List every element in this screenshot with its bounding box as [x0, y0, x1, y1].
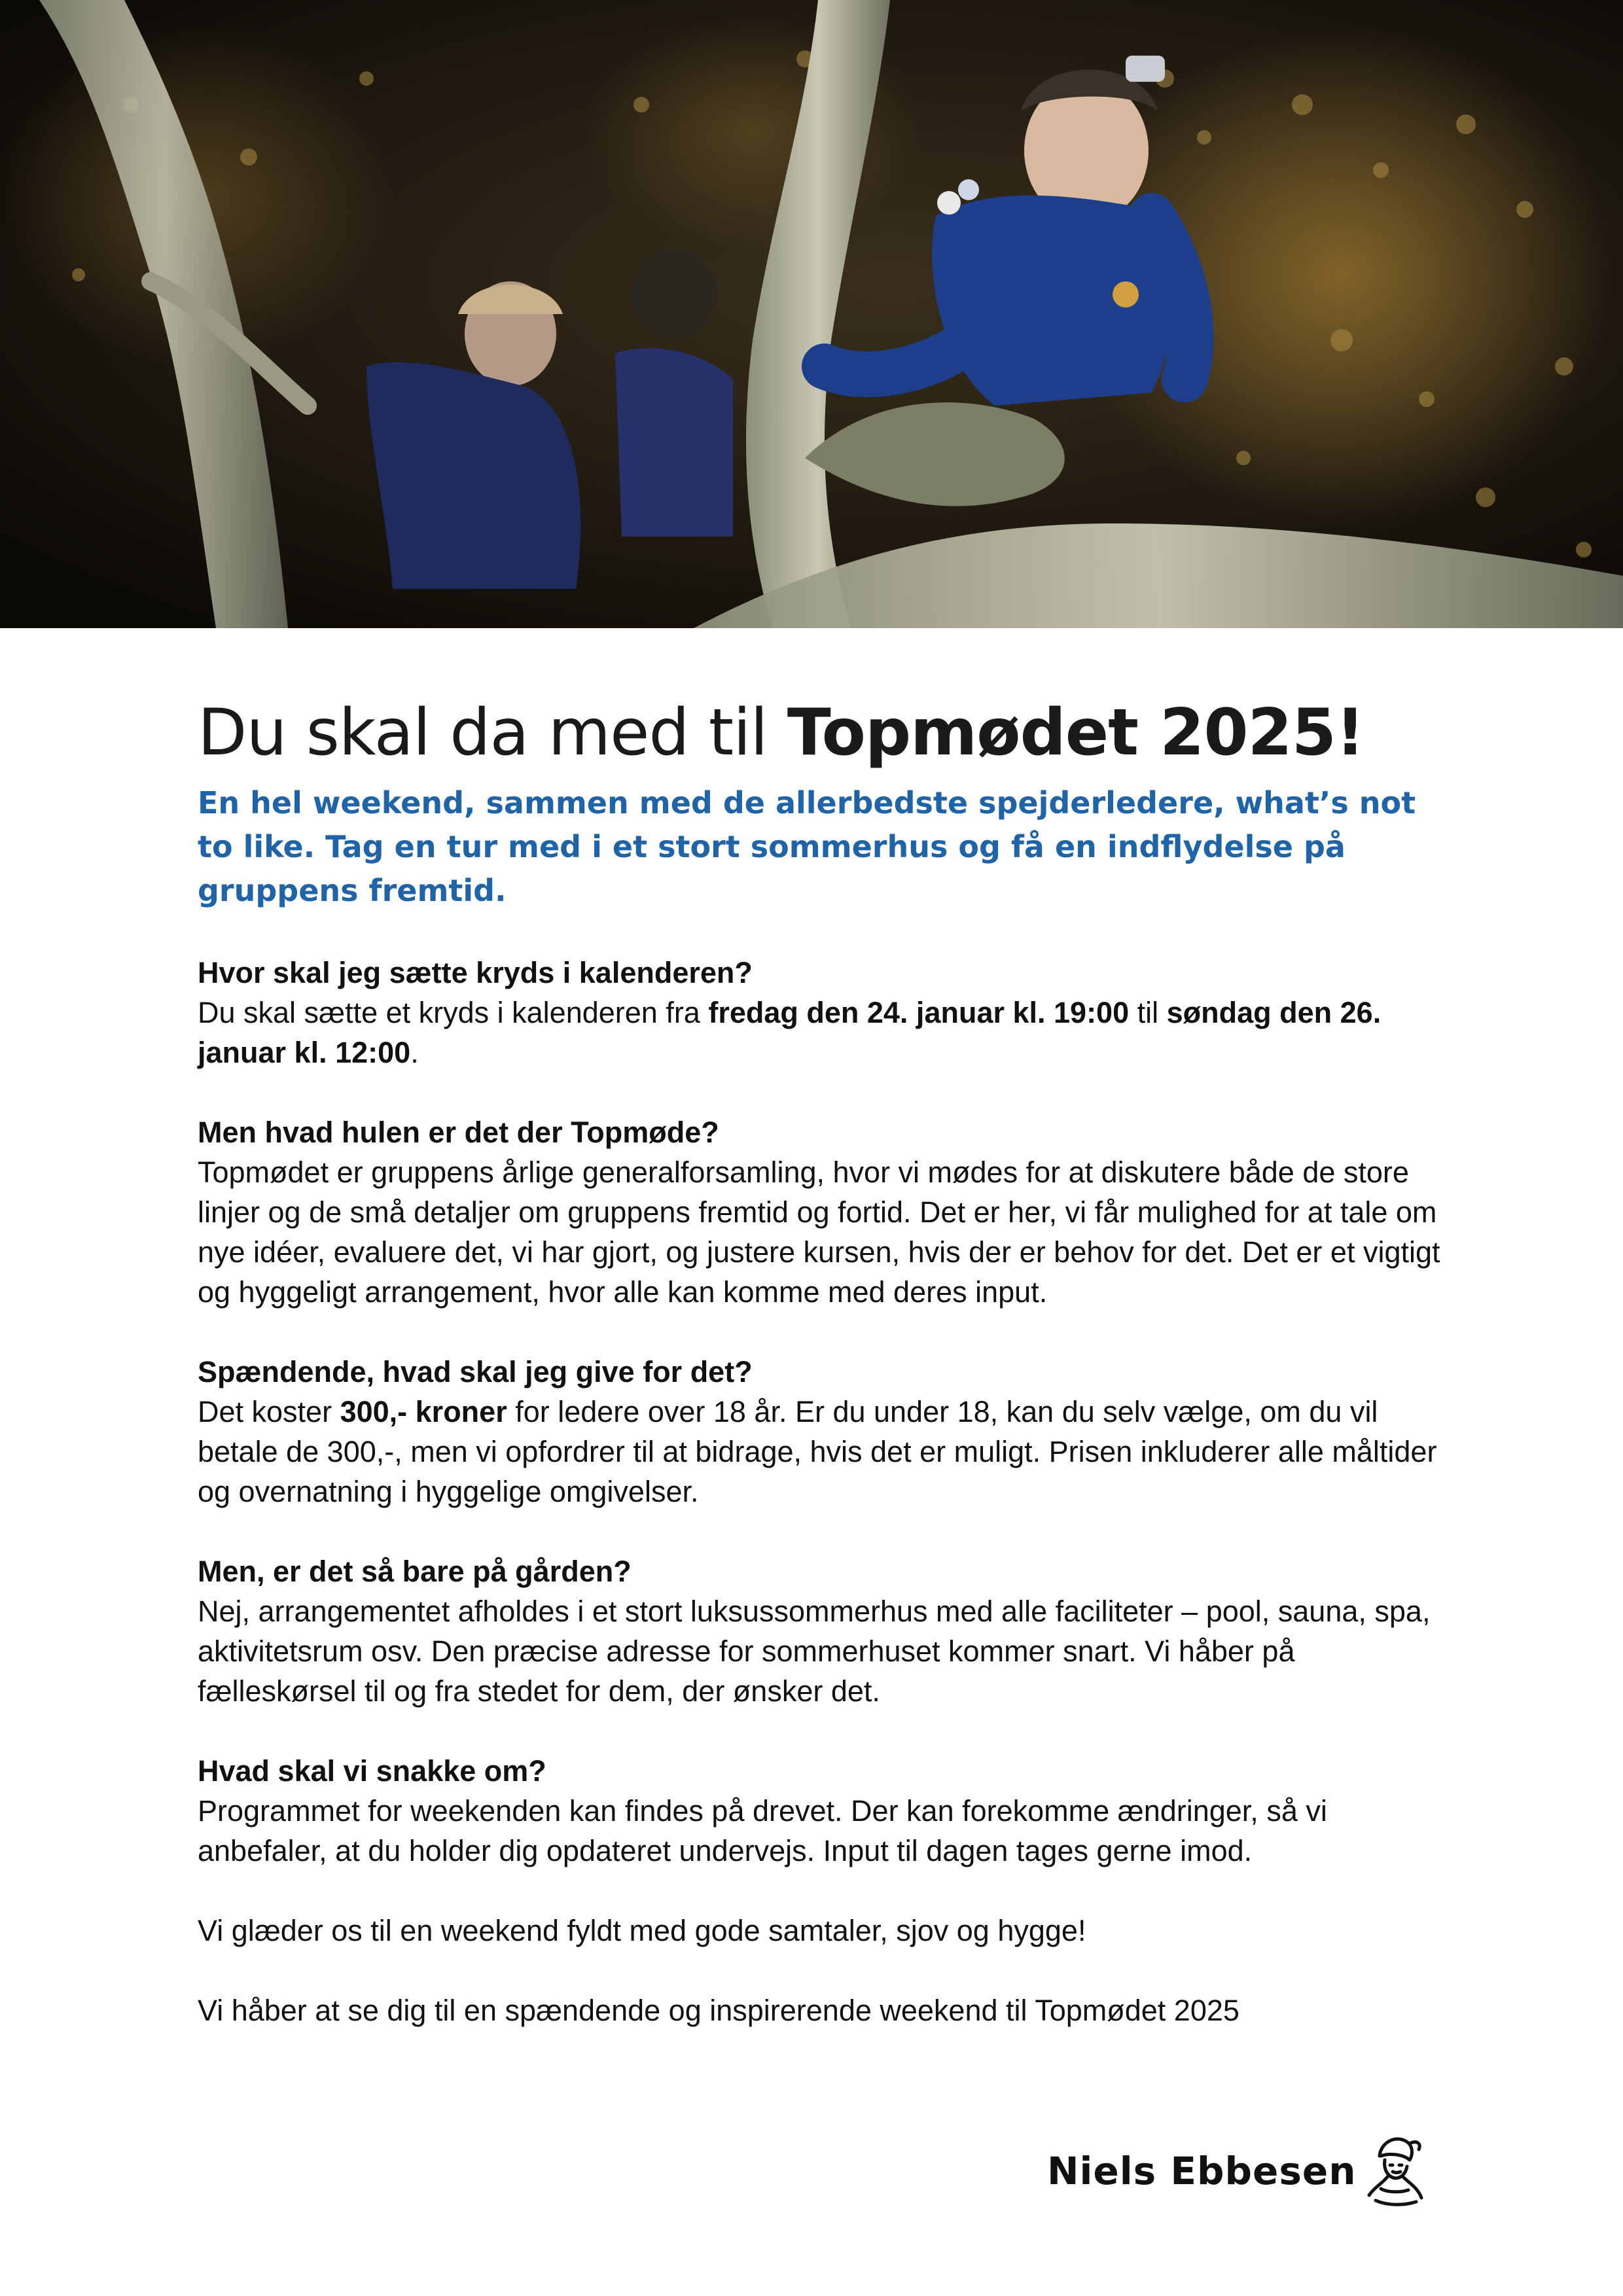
section-body: Topmødet er gruppens årlige generalforsamling, hvor vi mødes for at diskutere både de store linjer og de små detaljer om gruppens fremtid og fortid. Det er her, vi får mulighed for at tale om nye idéer, evaluere det, vi har gjort, og justere kursen, hvis der er behov for det. Det er et vigtigt og hyggeligt arrangement, hvor alle kan komme med deres input.: [198, 1156, 1440, 1309]
section-heading: Men hvad hulen er det der Topmøde?: [198, 1116, 719, 1149]
section-topics: [198, 1751, 1441, 1871]
lead-paragraph: En hel weekend, sammen med de allerbedste spejderledere, what’s not to like. Tag en tur med i et stort sommerhus og få en indflydelse på gruppens fremtid.: [198, 785, 1416, 908]
body-text: .: [410, 1036, 419, 1069]
document-body: [198, 687, 1441, 2030]
section-where: [198, 1551, 1441, 1711]
section-body: [198, 993, 1441, 1072]
section-when: [198, 953, 1441, 1072]
section-heading: Men, er det så bare på gården?: [198, 1555, 632, 1588]
section-heading: Hvor skal jeg sætte kryds i kalenderen?: [198, 956, 753, 989]
price-amount: 300,- kroner: [340, 1395, 507, 1428]
body-text: Du skal sætte et kryds i kalenderen fra: [198, 996, 709, 1029]
closing-line: Vi glæder os til en weekend fyldt med gode samtaler, sjov og hygge!: [198, 1914, 1086, 1947]
end-date: søndag den 26. januar kl. 12:00: [198, 996, 1382, 1069]
brand-name: Niels Ebbesen: [1047, 2149, 1357, 2193]
section-what: [198, 1112, 1441, 1312]
brand-footer: [1047, 2130, 1440, 2215]
section-heading: Hvad skal vi snakke om?: [198, 1754, 546, 1788]
section-price: [198, 1352, 1441, 1511]
title-prefix: Du skal da med til: [198, 696, 787, 770]
section-heading: Spændende, hvad skal jeg give for det?: [198, 1355, 753, 1388]
hero-photo: [0, 0, 1623, 628]
section-body: Programmet for weekenden kan findes på drevet. Der kan forekomme ændringer, så vi anbefaler, at du holder dig opdateret undervejs. Input til dagen tages gerne imod.: [198, 1794, 1327, 1867]
section-body: [198, 1392, 1441, 1511]
title-emphasis: Topmødet 2025!: [787, 696, 1364, 770]
page-title: [198, 687, 1441, 779]
closing-line: Vi håber at se dig til en spændende og inspirerende weekend til Topmødet 2025: [198, 1994, 1240, 2027]
start-date: fredag den 24. januar kl. 19:00: [708, 996, 1130, 1029]
scout-figure-icon: [1361, 2130, 1427, 2212]
body-text: for ledere over 18 år. Er du under 18, kan du selv vælge, om du vil betale de 300,-, men vi opfordrer til at bidrage, hvis det er muligt. Prisen inkluderer alle måltider og overnatning i hyggelige omgivelser.: [198, 1395, 1437, 1508]
body-text: til: [1129, 996, 1167, 1029]
body-text: Det koster: [198, 1395, 340, 1428]
section-body: Nej, arrangementet afholdes i et stort luksussommerhus med alle faciliteter – pool, sauna, spa, aktivitetsrum osv. Den præcise adresse for sommerhuset kommer snart. Vi håber på fælleskørsel til og fra stedet for dem, der ønsker det.: [198, 1595, 1431, 1708]
